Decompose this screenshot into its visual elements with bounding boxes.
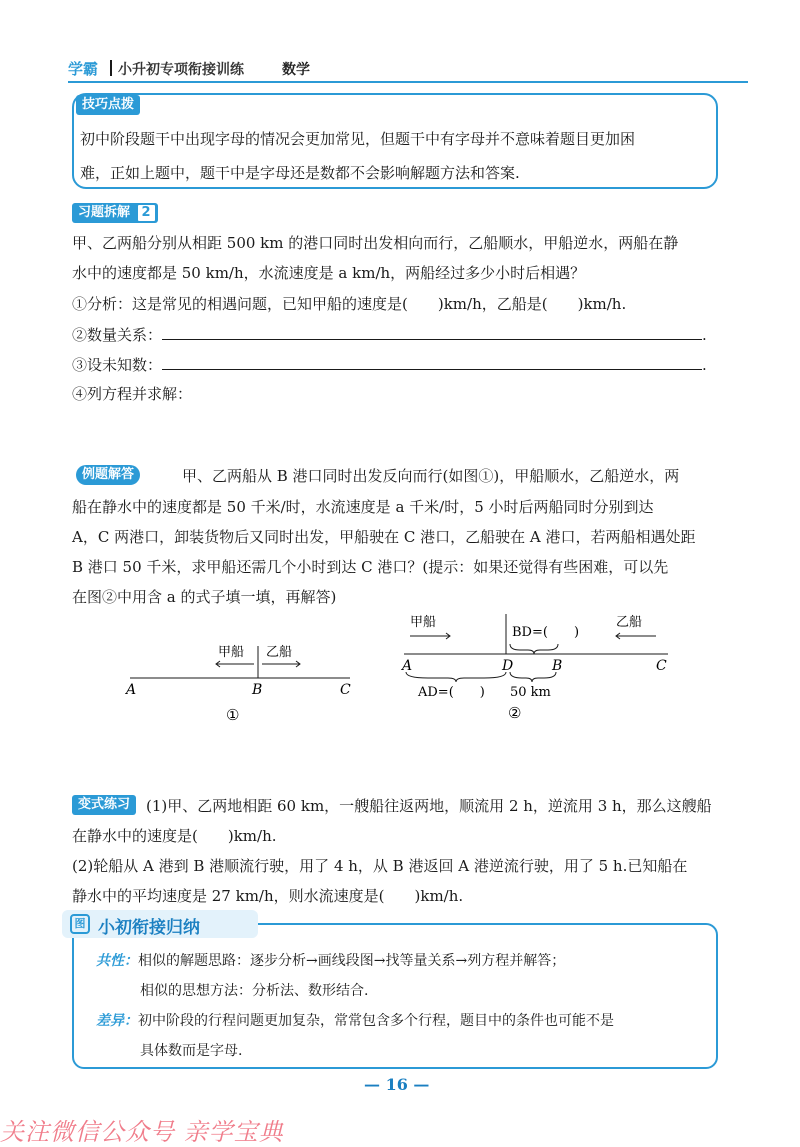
diagram-2-brace-dist <box>510 672 556 682</box>
diagram-2-boat-yi: 乙船 <box>616 615 643 630</box>
summary-common-1 <box>96 950 565 970</box>
brand-logo: 学霸 <box>68 60 99 78</box>
summary-common-2: 相似的思想方法：分析法、数形结合. <box>140 983 369 999</box>
diagram-1-boat-yi: 乙船 <box>266 645 293 660</box>
diagram-1-caption: ① <box>226 706 240 724</box>
step-3-label: ③设未知数： <box>72 356 163 374</box>
example-line-3: A，C 两港口，卸装货物后又同时出发，甲船驶在 C 港口，乙船驶在 A 港口，若两船相遇处距 <box>72 528 696 546</box>
diagram-2-brace-bd <box>510 644 558 654</box>
summary-diff-label: 差异： <box>96 1013 138 1029</box>
series-title: 小升初专项衔接训练 <box>118 62 244 78</box>
diagram-2-label-c: C <box>656 658 667 674</box>
example-tag: 例题解答 <box>76 465 140 485</box>
diagram-2-caption: ② <box>508 704 522 722</box>
exercise-tag-label: 习题拆解 <box>78 205 131 220</box>
tips-text <box>80 122 710 190</box>
diagram-1-label-a: A <box>126 682 137 698</box>
step-2-answer-line[interactable] <box>162 323 702 340</box>
diagram-2-label-b: B <box>552 658 563 674</box>
step-2-label: ②数量关系： <box>72 326 163 344</box>
page-number: — 16 — <box>364 1075 430 1094</box>
variant-line-4: 静水中的平均速度是 27 km/h，则水流速度是( )km/h. <box>72 887 464 905</box>
exercise-tag-number: 2 <box>137 204 156 222</box>
header-divider <box>68 81 748 83</box>
step-3-answer-line[interactable] <box>162 353 702 370</box>
summary-diff-1 <box>96 1010 614 1030</box>
exercise-step-1: ①分析：这是常见的相遇问题，已知甲船的速度是( )km/h，乙船是( )km/h. <box>72 295 627 313</box>
summary-common-text-1: 相似的解题思路：逐步分析→画线段图→找等量关系→列方程并解答； <box>138 953 566 969</box>
variant-line-2: 在静水中的速度是( )km/h. <box>72 827 277 845</box>
diagram-1-boat-jia: 甲船 <box>218 645 245 660</box>
tips-line-1: 初中阶段题干中出现字母的情况会更加常见，但题干中有字母并不意味着题目更加困 <box>80 130 636 148</box>
diagram-2-label-d: D <box>502 658 514 674</box>
diagram-2-boat-jia: 甲船 <box>410 615 437 630</box>
diagram-1-label-c: C <box>340 682 351 698</box>
summary-common-label: 共性： <box>96 953 138 969</box>
example-line-5: 在图②中用含 a 的式子填一填，再解答) <box>72 588 337 606</box>
tips-line-2: 难，正如上题中，题干中是字母还是数都不会影响解题方法和答案. <box>80 164 520 182</box>
variant-line-1: (1)甲、乙两地相距 60 km，一艘船往返两地，顺流用 2 h，逆流用 3 h，那么这艘船 <box>146 797 712 815</box>
summary-title: 小初衔接归纳 <box>98 918 200 938</box>
diagram-1 <box>120 636 370 736</box>
example-line-1: 甲、乙两船从 B 港口同时出发反向而行(如图①)，甲船顺水，乙船逆水，两 <box>182 467 680 485</box>
diagram-2-brace-ad <box>406 672 506 682</box>
tips-tag: 技巧点拨 <box>76 95 140 115</box>
diagram-2-ad: AD=( ) <box>418 685 485 700</box>
page-header <box>68 54 748 84</box>
diagram-2 <box>398 610 688 730</box>
watermark-text: 关注微信公众号 亲学宝典 <box>0 1118 284 1146</box>
variant-tag: 变式练习 <box>72 795 136 815</box>
variant-line-3: (2)轮船从 A 港到 B 港顺流行驶，用了 4 h，从 B 港返回 A 港逆流行驶，用了 5 h.已知船在 <box>72 857 688 875</box>
summary-diff-text-1: 初中阶段的行程问题更加复杂，常常包含多个行程，题目中的条件也可能不是 <box>138 1013 614 1029</box>
summary-diff-2: 具体数而是字母. <box>140 1043 243 1059</box>
header-separator <box>110 60 112 76</box>
exercise-step-3 <box>72 353 707 375</box>
example-line-4: B 港口 50 千米，求甲船还需几个小时到达 C 港口？(提示：如果还觉得有些困难，可以先 <box>72 558 669 576</box>
diagram-1-label-b: B <box>252 682 263 698</box>
subject-label: 数学 <box>282 62 310 78</box>
step-3-period: . <box>702 356 707 374</box>
exercise-step-2 <box>72 323 707 345</box>
exercise-line-1: 甲、乙两船分别从相距 500 km 的港口同时出发相向而行，乙船顺水，甲船逆水，两船在静 <box>72 234 679 252</box>
diagram-2-dist: 50 km <box>510 685 551 700</box>
diagram-2-label-a: A <box>402 658 413 674</box>
exercise-tag <box>72 203 158 223</box>
summary-chart-icon: 图 <box>70 914 90 934</box>
exercise-line-2: 水中的速度都是 50 km/h，水流速度是 a km/h，两船经过多少小时后相遇？ <box>72 264 586 282</box>
step-2-period: . <box>702 326 707 344</box>
exercise-step-4: ④列方程并求解： <box>72 385 193 403</box>
diagram-2-bd: BD=( ) <box>512 625 580 640</box>
example-line-2: 船在静水中的速度都是 50 千米/时，水流速度是 a 千米/时，5 小时后两船同时分别到达 <box>72 498 654 516</box>
